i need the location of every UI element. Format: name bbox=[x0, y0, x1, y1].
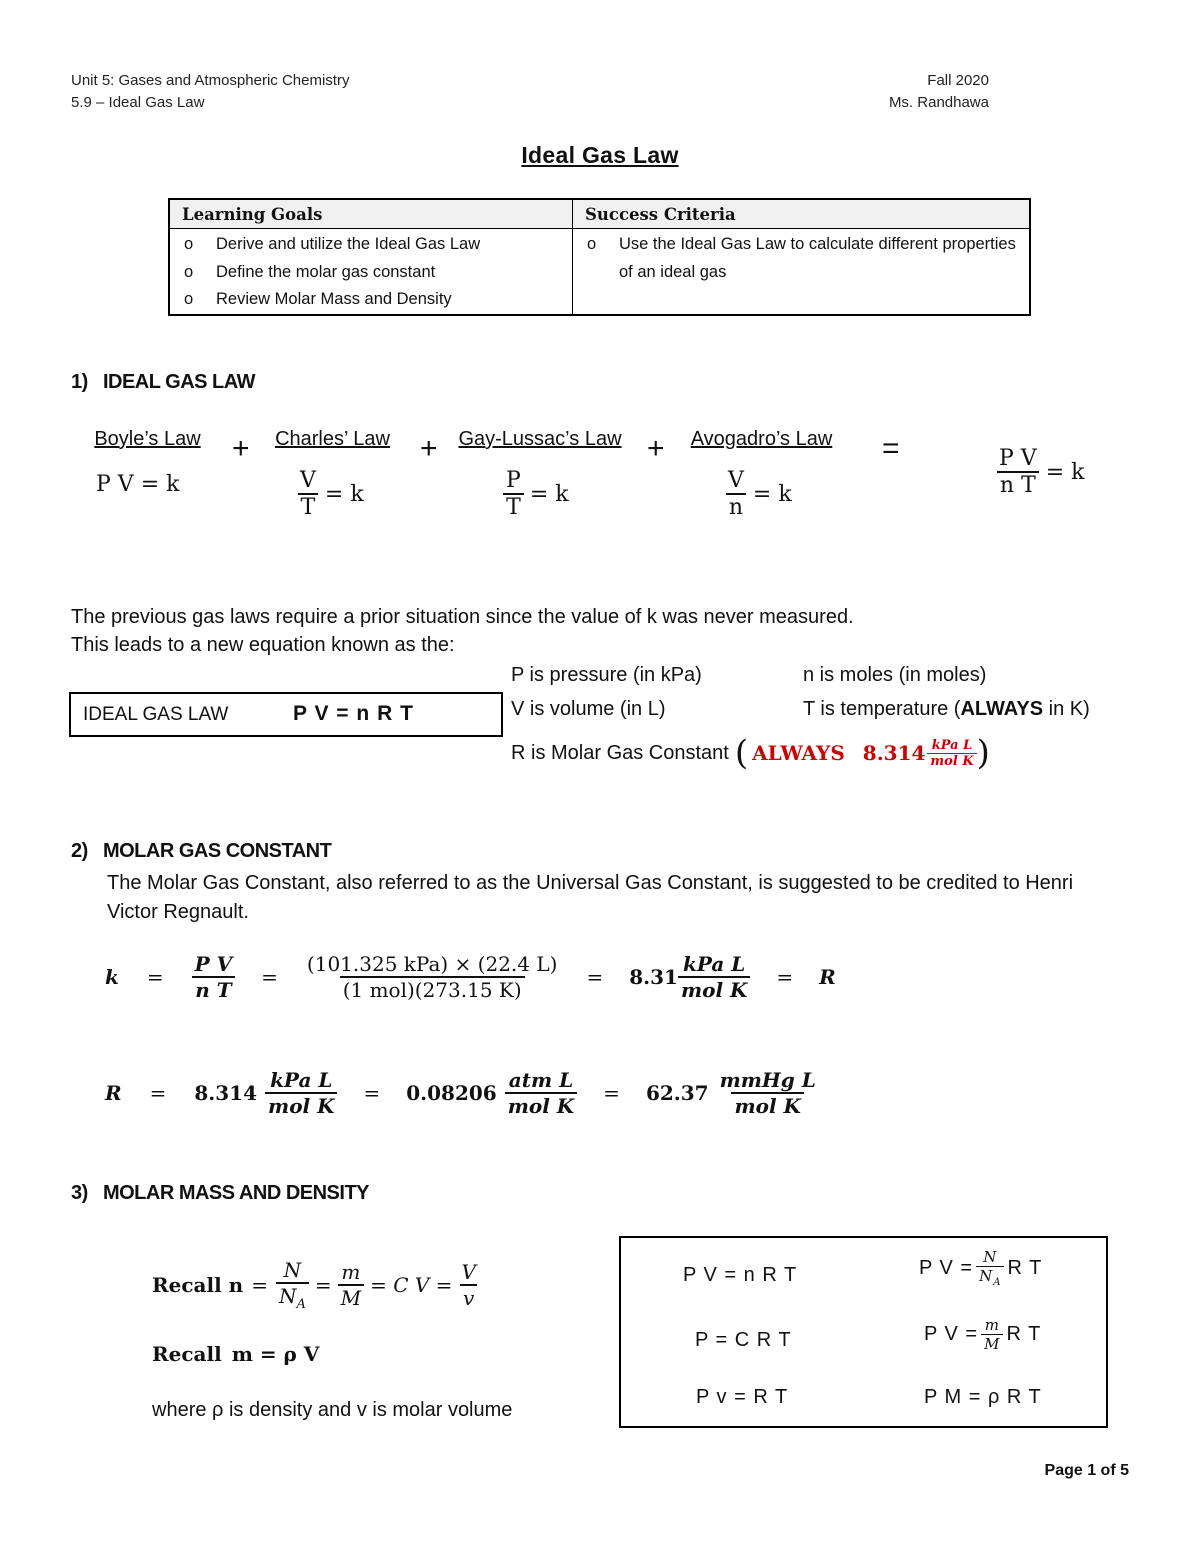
teacher-name: Ms. Randhawa bbox=[888, 94, 989, 111]
formula: P M = ρ R T bbox=[924, 1386, 1042, 1408]
list-item: o Review Molar Mass and Density bbox=[170, 286, 572, 314]
gay-lussac-law-label: Gay-Lussac’s Law bbox=[458, 428, 622, 450]
lesson-title: 5.9 – Ideal Gas Law bbox=[71, 94, 205, 111]
paragraph: This leads to a new equation known as the: bbox=[71, 634, 455, 656]
page-title: Ideal Gas Law bbox=[521, 142, 679, 168]
plus-sign: + bbox=[647, 432, 665, 465]
gas-constant-value: 8.314 bbox=[862, 741, 926, 765]
volume-definition: V is volume (in L) bbox=[511, 698, 666, 720]
formula: P V = $\frac{N}{N_A}$ R T bbox=[919, 1248, 1043, 1288]
gas-constant-unit: $\frac{\text{kPa L}}{\text{mol K}}$ bbox=[927, 738, 976, 769]
charles-law-formula: $\frac{V}{T}$ = k bbox=[297, 468, 364, 520]
recall-moles-formula: Recall n = $\frac{N}{N_A}$ = $\frac{m}{M}$ = C V = $\frac{V}{v}$ bbox=[152, 1258, 476, 1312]
unit-title: Unit 5: Gases and Atmospheric Chemistry bbox=[71, 72, 350, 89]
ideal-gas-law-label: IDEAL GAS LAW bbox=[83, 704, 229, 725]
formula: P V = $\frac{m}{M}$ R T bbox=[924, 1316, 1042, 1353]
page-number: Page 1 of 5 bbox=[1044, 1462, 1129, 1479]
charles-law-label: Charles’ Law bbox=[275, 428, 390, 450]
avogadros-law-formula: $\frac{V}{n}$ = k bbox=[725, 468, 792, 520]
pressure-definition: P is pressure (in kPa) bbox=[511, 664, 702, 686]
list-item: o Use the Ideal Gas Law to calculate different properties of an ideal gas bbox=[573, 231, 1029, 286]
gas-constant-derivation: k = $\frac{\text{P V}}{\text{n T}}$ = $\frac{\text{(101.325 kPa) × (22.4 L)}}{\text{(1 mol)(273.15 K)}}$ = 8.31 $\frac{\text{kPa L}}{\text{mol K}}$ = R bbox=[105, 952, 836, 1002]
formula: P V = n R T bbox=[683, 1264, 798, 1286]
formula-summary-box bbox=[619, 1236, 1108, 1428]
success-criteria-header: Success Criteria bbox=[573, 199, 1031, 229]
ideal-gas-law-formula: P V = n R T bbox=[293, 702, 414, 725]
term: Fall 2020 bbox=[927, 72, 989, 89]
paragraph: The Molar Gas Constant, also referred to as the Universal Gas Constant, is suggested to be credited to Henri Victor Regnault. bbox=[107, 872, 1074, 923]
boyles-law-label: Boyle’s Law bbox=[94, 428, 201, 450]
always-label: ALWAYS bbox=[752, 741, 845, 765]
section-2-heading: 2) MOLAR GAS CONSTANT bbox=[71, 840, 332, 862]
goals-table bbox=[168, 198, 1031, 316]
learning-goals-header: Learning Goals bbox=[169, 199, 573, 229]
section-3-heading: 3) MOLAR MASS AND DENSITY bbox=[71, 1182, 369, 1204]
boyles-law-formula: P V = k bbox=[96, 472, 180, 497]
list-item: o Derive and utilize the Ideal Gas Law bbox=[170, 231, 572, 259]
density-note: where ρ is density and v is molar volume bbox=[152, 1399, 513, 1421]
paragraph: The previous gas laws require a prior situation since the value of k was never measured. bbox=[71, 606, 854, 628]
combined-gas-law-formula: $\frac{\text{P V}}{\text{n T}}$ = k bbox=[996, 446, 1084, 498]
gas-constant-definition: R is Molar Gas Constant ( ALWAYS 8.314 $\frac{\text{kPa L}}{\text{mol K}}$ ) bbox=[511, 733, 990, 773]
avogadros-law-label: Avogadro’s Law bbox=[690, 428, 833, 450]
gay-lussac-law-formula: $\frac{P}{T}$ = k bbox=[503, 468, 569, 520]
gas-constant-values: R = 8.314 $\frac{\text{kPa L}}{\text{mol K}}$ = 0.08206 $\frac{\text{atm L}}{\text{mol K}}$ = 62.37 $\frac{\text{mmHg L}}{\text{mol K}}$ bbox=[105, 1068, 816, 1118]
ideal-gas-law-box bbox=[69, 692, 503, 737]
plus-sign: + bbox=[420, 432, 438, 465]
section-1-heading: 1) IDEAL GAS LAW bbox=[71, 371, 255, 393]
learning-goals-cell bbox=[169, 229, 573, 315]
equals-sign: = bbox=[882, 432, 900, 465]
formula: P v = R T bbox=[696, 1386, 789, 1408]
plus-sign: + bbox=[232, 432, 250, 465]
list-item: o Define the molar gas constant bbox=[170, 259, 572, 287]
moles-definition: n is moles (in moles) bbox=[803, 664, 987, 686]
formula: P = C R T bbox=[695, 1329, 792, 1351]
success-criteria-cell bbox=[573, 229, 1031, 315]
recall-mass-formula: Recall m = ρ V bbox=[152, 1342, 320, 1366]
temperature-definition: T is temperature (ALWAYS in K) bbox=[803, 698, 1090, 720]
